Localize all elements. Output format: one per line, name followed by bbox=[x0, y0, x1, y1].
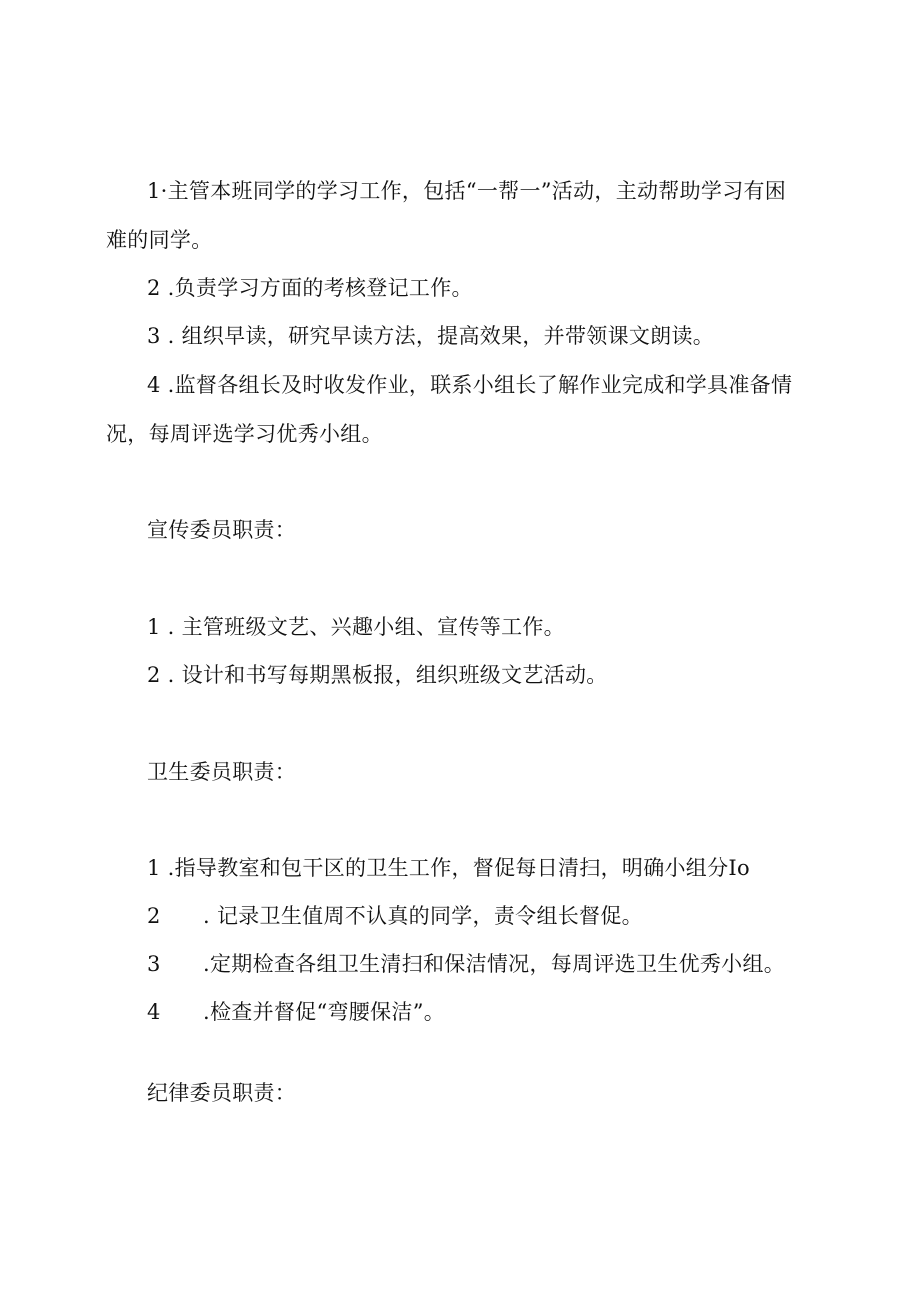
hygiene-item-3-number: 3 bbox=[147, 952, 161, 976]
study-item-3: 3 . 组织早读，研究早读方法，提高效果，并带领课文朗读。 bbox=[147, 324, 715, 348]
publicity-item-2: 2 . 设计和书写每期黑板报，组织班级文艺活动。 bbox=[147, 663, 608, 687]
hygiene-item-2-number: 2 bbox=[147, 904, 161, 928]
hygiene-item-4 bbox=[147, 998, 446, 1026]
study-item-2: 2 .负责学习方面的考核登记工作。 bbox=[147, 276, 473, 300]
study-item-1-line-2: 难的同学。 bbox=[106, 228, 213, 252]
study-item-1-line-1: 1·主管本班同学的学习工作，包括“一帮一”活动，主动帮助学习有困 bbox=[147, 179, 787, 203]
study-item-4-line-2: 况，每周评选学习优秀小组。 bbox=[106, 422, 383, 446]
publicity-heading: 宣传委员职责： bbox=[147, 518, 297, 542]
hygiene-item-2 bbox=[147, 902, 643, 930]
hygiene-item-3-text: .定期检查各组卫生清扫和保洁情况，每周评选卫生优秀小组。 bbox=[203, 952, 786, 976]
hygiene-item-3 bbox=[147, 950, 786, 978]
publicity-item-1: 1 . 主管班级文艺、兴趣小组、宣传等工作。 bbox=[147, 615, 565, 639]
hygiene-item-1: 1 .指导教室和包干区的卫生工作，督促每日清扫，明确小组分Io bbox=[147, 856, 750, 880]
hygiene-item-4-text: .检查并督促“弯腰保洁”。 bbox=[203, 1000, 446, 1024]
hygiene-item-4-number: 4 bbox=[147, 1000, 161, 1024]
hygiene-item-2-text: . 记录卫生值周不认真的同学，责令组长督促。 bbox=[203, 904, 643, 928]
study-item-4-line-1: 4 .监督各组长及时收发作业，联系小组长了解作业完成和学具准备情 bbox=[147, 373, 793, 397]
discipline-heading: 纪律委员职责： bbox=[147, 1081, 297, 1105]
hygiene-heading: 卫生委员职责： bbox=[147, 760, 297, 784]
